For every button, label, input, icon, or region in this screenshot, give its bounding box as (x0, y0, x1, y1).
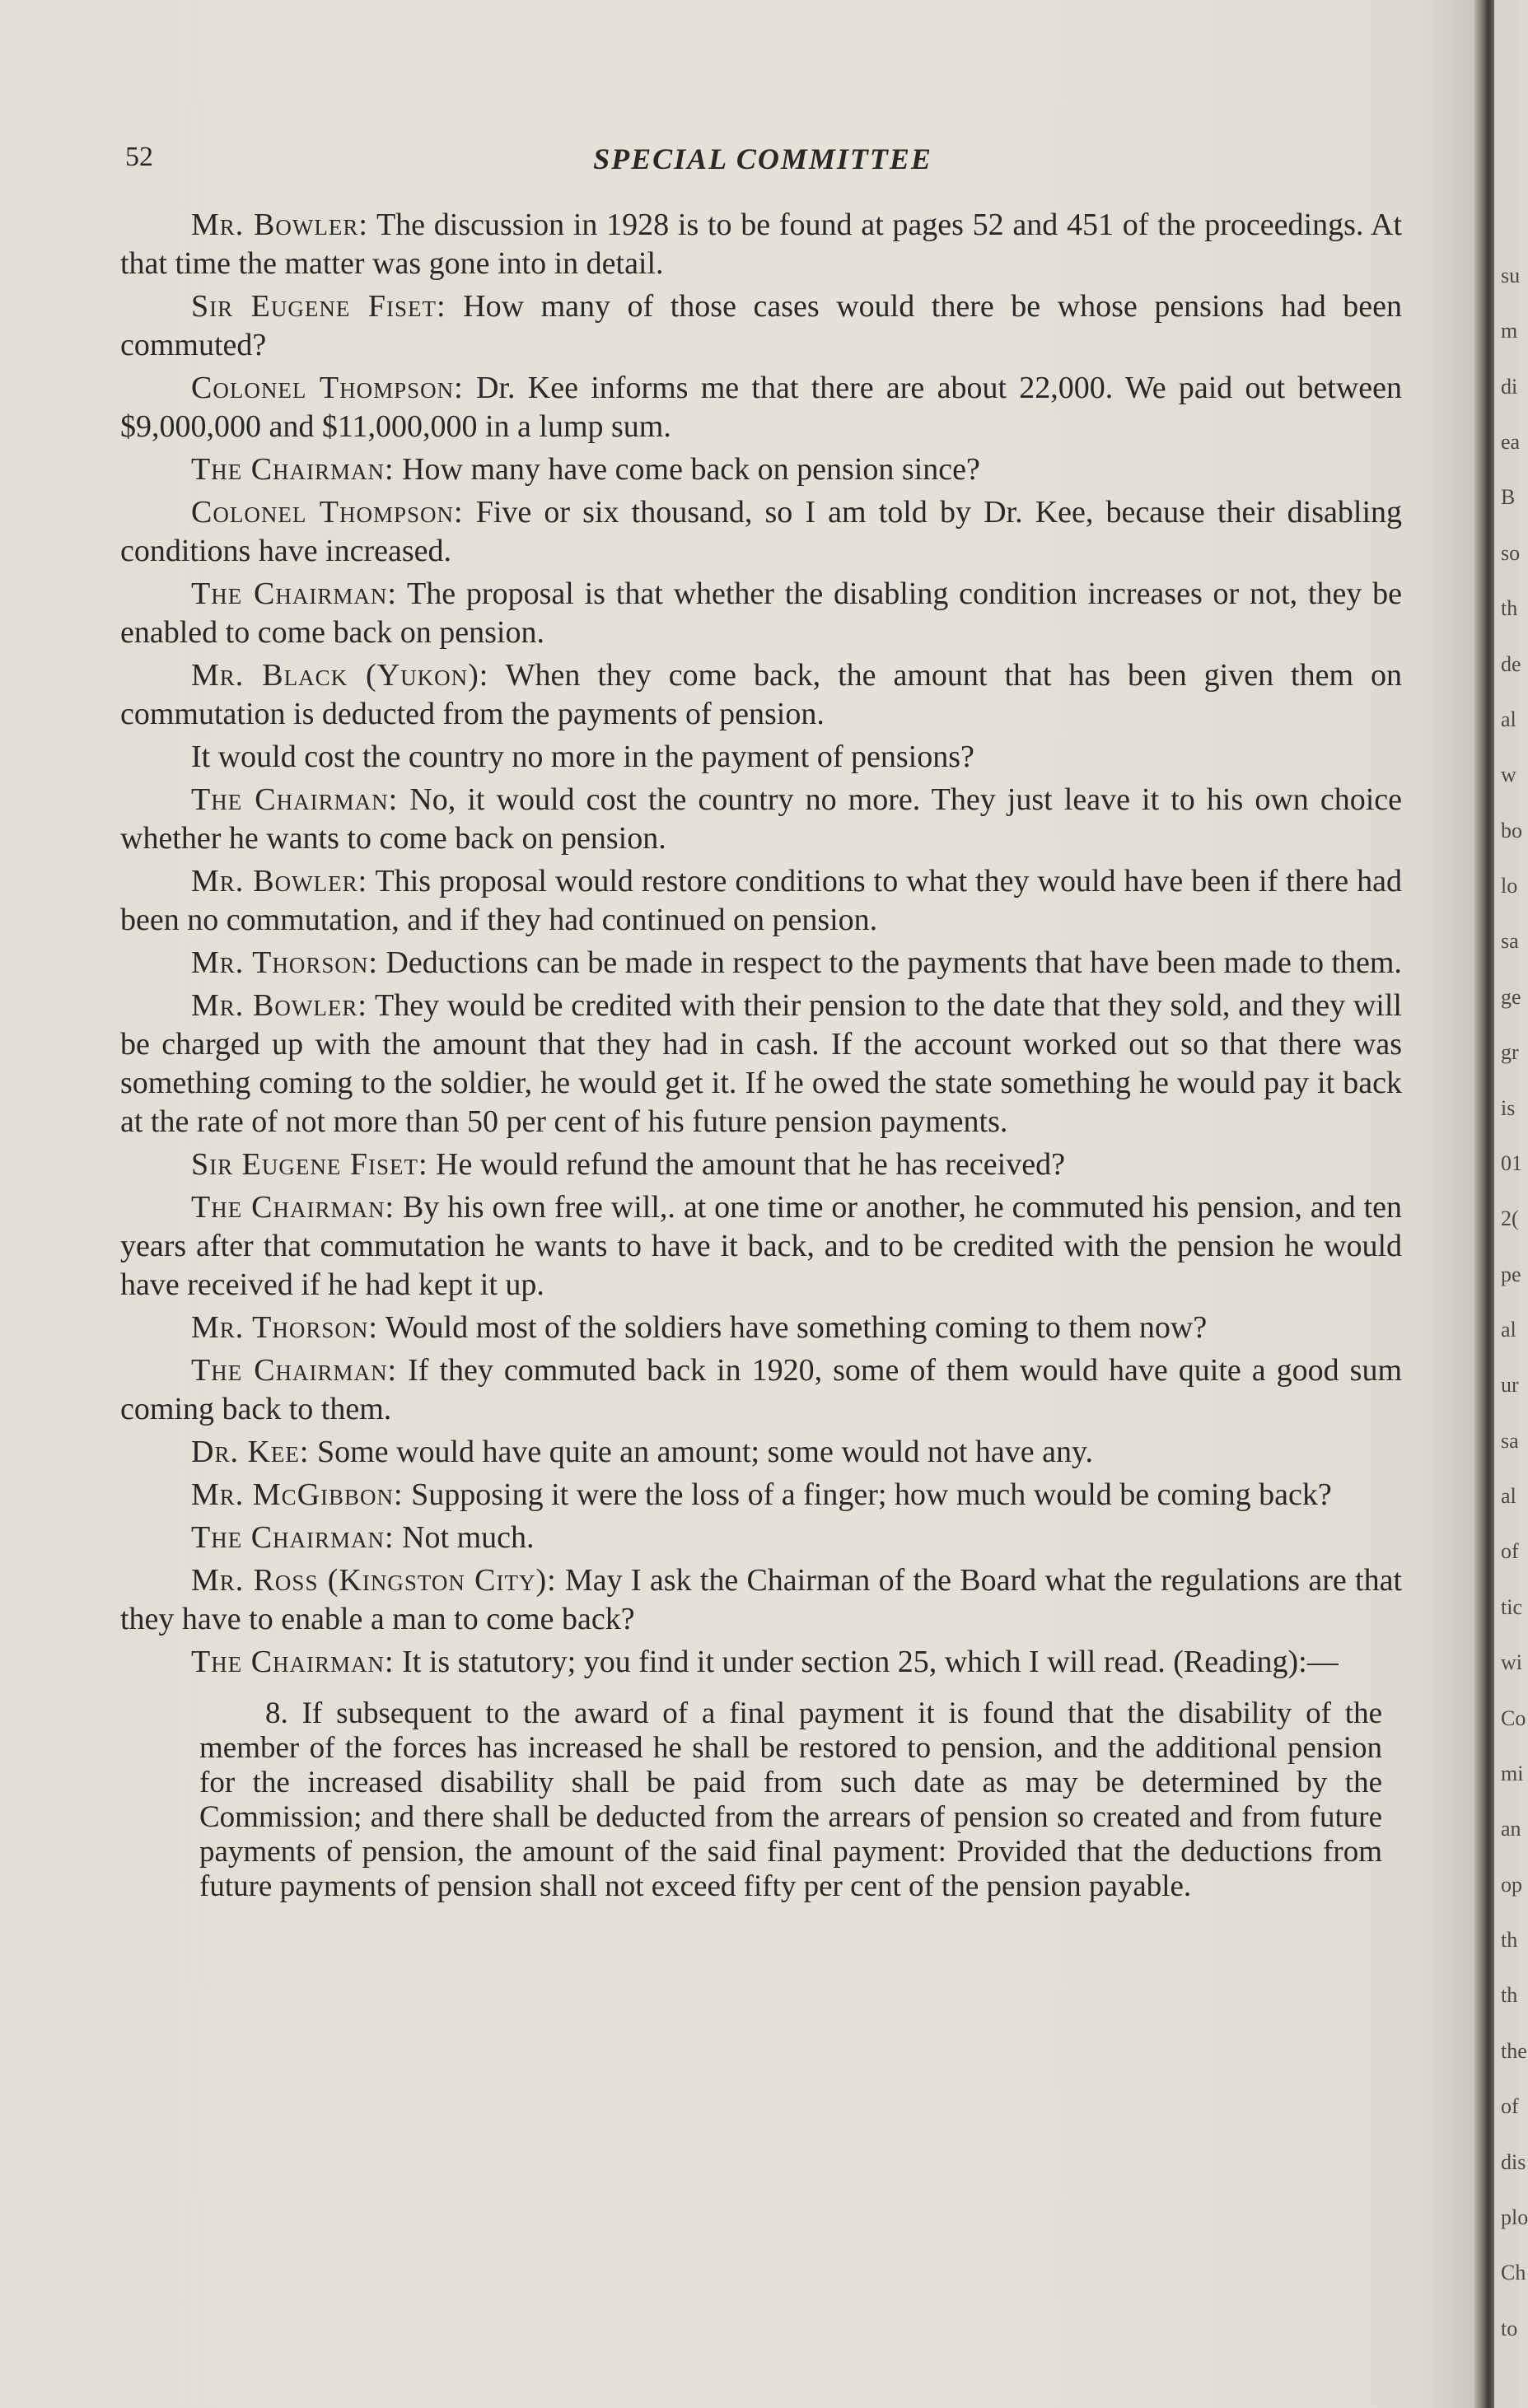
adjacent-page-fragment: B (1501, 485, 1516, 510)
running-head: SPECIAL COMMITTEE (593, 142, 932, 175)
transcript-paragraph (120, 656, 1402, 734)
speaker-name: Colonel Thompson: (191, 371, 464, 405)
paragraph-text: No, it would cost the country no more. They just leave it to his own choice whether he wants to come back on pension. (120, 782, 1403, 856)
adjacent-page-fragment: ur (1501, 1373, 1519, 1398)
paragraph-text: Not much. (394, 1520, 535, 1555)
adjacent-page-fragment: of (1501, 2094, 1519, 2119)
transcript-paragraph (120, 738, 1402, 777)
adjacent-page-fragment: op (1501, 1872, 1522, 1897)
adjacent-page-fragment: al (1501, 1318, 1516, 1342)
adjacent-page-fragment: su (1501, 264, 1521, 287)
speaker-name: Dr. Kee: (191, 1435, 310, 1469)
adjacent-page-fragment: the (1501, 2038, 1527, 2063)
adjacent-page-fragment: mi (1501, 1761, 1524, 1785)
paragraph-text: The discussion in 1928 is to be found at pages 52 and 451 of the proceedings. At that time the matter was gone into in detail. (120, 208, 1403, 281)
paragraph-text: The proposal is that whether the disabling condition increases or not, they be enabled to come back on pension. (120, 576, 1402, 650)
transcript-paragraph (120, 1188, 1402, 1304)
paragraph-text: How many of those cases would there be whose pensions had been commuted? (120, 289, 1403, 362)
transcript-paragraph (120, 1643, 1402, 1682)
transcript-paragraph (120, 987, 1402, 1141)
paragraph-text: If they commuted back in 1920, some of them would have quite a good sum coming back to them. (120, 1353, 1403, 1426)
book-gutter (1474, 0, 1494, 2408)
paragraph-text: It is statutory; you find it under section 25, which I will read. (Reading):— (394, 1645, 1339, 1679)
adjacent-page-fragment: m (1501, 319, 1518, 343)
transcript-paragraph (120, 206, 1402, 283)
adjacent-page-fragment: th (1501, 1983, 1518, 2008)
speaker-name: Mr. Thorson: (191, 945, 378, 980)
transcript-paragraph (120, 862, 1402, 940)
paragraph-text: Supposing it were the loss of a finger; how much would be coming back? (403, 1477, 1332, 1512)
paragraph-text: Would most of the soldiers have something coming to them now? (377, 1310, 1208, 1345)
paragraph-text: Deductions can be made in respect to the payments that have been made to them. (377, 945, 1402, 980)
transcript-paragraph (120, 1561, 1402, 1639)
speaker-name: The Chairman: (191, 1645, 395, 1679)
speaker-name: Mr. Thorson: (191, 1310, 378, 1345)
transcript-paragraph (120, 1309, 1402, 1347)
paragraph-text: This proposal would restore conditions to what they would have been if there had been no commutation, and if they had continued on pension. (120, 864, 1402, 937)
speaker-name: Mr. Bowler: (191, 864, 368, 898)
paragraph-text: Dr. Kee informs me that there are about 22,000. We paid out between $9,000,000 and $11,000,000 in a lump sum. (120, 371, 1402, 444)
transcript-paragraph (120, 575, 1402, 652)
paragraph-text: It would cost the country no more in the payment of pensions? (191, 740, 974, 774)
transcript-paragraph (120, 450, 1402, 489)
adjacent-page-fragment: th (1501, 1928, 1518, 1953)
adjacent-page-fragment: lo (1501, 874, 1518, 898)
adjacent-page-fragment: sa (1501, 929, 1519, 954)
adjacent-page-fragment: so (1501, 540, 1521, 565)
adjacent-page-fragment: Co (1501, 1706, 1526, 1730)
adjacent-page-fragment: th (1501, 596, 1518, 621)
transcript-paragraph (120, 1351, 1402, 1429)
speaker-name: Colonel Thompson: (191, 495, 464, 530)
transcript-paragraph (120, 1433, 1402, 1472)
page-number: 52 (125, 142, 153, 172)
page-body (120, 206, 1402, 1904)
speaker-name: Mr. Bowler: (191, 208, 368, 242)
adjacent-page-edge (1494, 0, 1528, 2408)
speaker-name: The Chairman: (191, 452, 395, 487)
transcript-paragraph (120, 1519, 1402, 1557)
adjacent-page-fragment: plo (1501, 2205, 1528, 2229)
transcript-paragraph (120, 493, 1402, 571)
transcript-paragraph (120, 287, 1402, 365)
adjacent-page-fragment: ge (1501, 984, 1521, 1009)
adjacent-page-fragment: Ch (1501, 2261, 1526, 2285)
statute-quote: 8. If subsequent to the award of a final payment it is found that the disability of the member of the forces has increased he shall be restored to pension, and the additional pension for the increased disability shall be paid from such date as may be determined by the Commission; and there shall be deducted from the arrears of pension so created and from future payments of pension, the amount of the said final payment: Provided that the deductions from future payments of pension shall not exceed fifty per cent of the pension payable. (199, 1696, 1382, 1903)
adjacent-page-fragment: pe (1501, 1262, 1521, 1286)
paragraph-text: They would be credited with their pension to the date that they sold, and they will be charged up with the amount that they had in cash. If the account worked out so that there was something coming to the soldier, he would get it. If he owed the state something he would pay it back at the rate of not more than 50 per cent of his future pension payments. (120, 988, 1402, 1139)
transcript-paragraph (120, 781, 1402, 858)
paragraph-text: Some would have quite an amount; some would not have any. (309, 1435, 1094, 1469)
adjacent-page-fragment: bo (1501, 818, 1522, 842)
speaker-name: The Chairman: (191, 782, 399, 817)
paragraph-text: By his own free will,. at one time or another, he commuted his pension, and ten years after that commutation he wants to have it back, and to be credited with the pension he would have received if he had kept it up. (120, 1190, 1402, 1302)
transcript-paragraph (120, 369, 1402, 446)
adjacent-page-fragment: tic (1501, 1594, 1522, 1619)
adjacent-page-fragment: gr (1501, 1040, 1519, 1065)
transcript-paragraph (120, 1476, 1402, 1514)
adjacent-page-fragment: is (1501, 1095, 1516, 1120)
transcript-paragraph (120, 944, 1402, 982)
transcript-paragraph (120, 1146, 1402, 1184)
adjacent-page-fragment: 01 (1501, 1150, 1522, 1175)
adjacent-page-fragment: di (1501, 374, 1518, 399)
speaker-name: Mr. Black (Yukon): (191, 658, 489, 693)
adjacent-page-fragment: 2( (1501, 1206, 1519, 1231)
adjacent-page-fragment: of (1501, 1539, 1519, 1564)
adjacent-page-fragment: w (1501, 763, 1516, 787)
speaker-name: Mr. Bowler: (191, 988, 367, 1023)
adjacent-page-fragment: al (1501, 1484, 1516, 1509)
paragraph-text: May I ask the Chairman of the Board what the regulations are that they have to enable a man to come back? (120, 1563, 1402, 1636)
speaker-name: Sir Eugene Fiset: (191, 289, 446, 324)
adjacent-page-fragment: sa (1501, 1428, 1519, 1453)
adjacent-page-fragment: al (1501, 707, 1516, 731)
speaker-name: The Chairman: (191, 576, 397, 611)
speaker-name: The Chairman: (191, 1190, 395, 1225)
speaker-name: Mr. Ross (Kingston City): (191, 1563, 557, 1598)
speaker-name: The Chairman: (191, 1520, 395, 1555)
speaker-name: Mr. McGibbon: (191, 1477, 404, 1512)
page-header (125, 142, 1400, 183)
adjacent-page-fragment: an (1501, 1817, 1521, 1841)
paragraph-text: When they come back, the amount that has been given them on commutation is deducted from the payments of pension. (120, 658, 1402, 731)
adjacent-page-fragment: de (1501, 651, 1521, 676)
adjacent-page-fragment: to (1501, 2316, 1518, 2340)
speaker-name: The Chairman: (191, 1353, 398, 1388)
adjacent-page-fragment: ea (1501, 430, 1521, 455)
paragraph-text: How many have come back on pension since? (394, 452, 980, 487)
adjacent-page-fragment: wi (1501, 1650, 1522, 1675)
adjacent-page-fragment: dis (1501, 2149, 1526, 2174)
speaker-name: Sir Eugene Fiset: (191, 1147, 428, 1182)
paragraph-text: Five or six thousand, so I am told by Dr. Kee, because their disabling conditions have increased. (120, 495, 1402, 568)
paragraph-text: He would refund the amount that he has received? (428, 1147, 1065, 1182)
